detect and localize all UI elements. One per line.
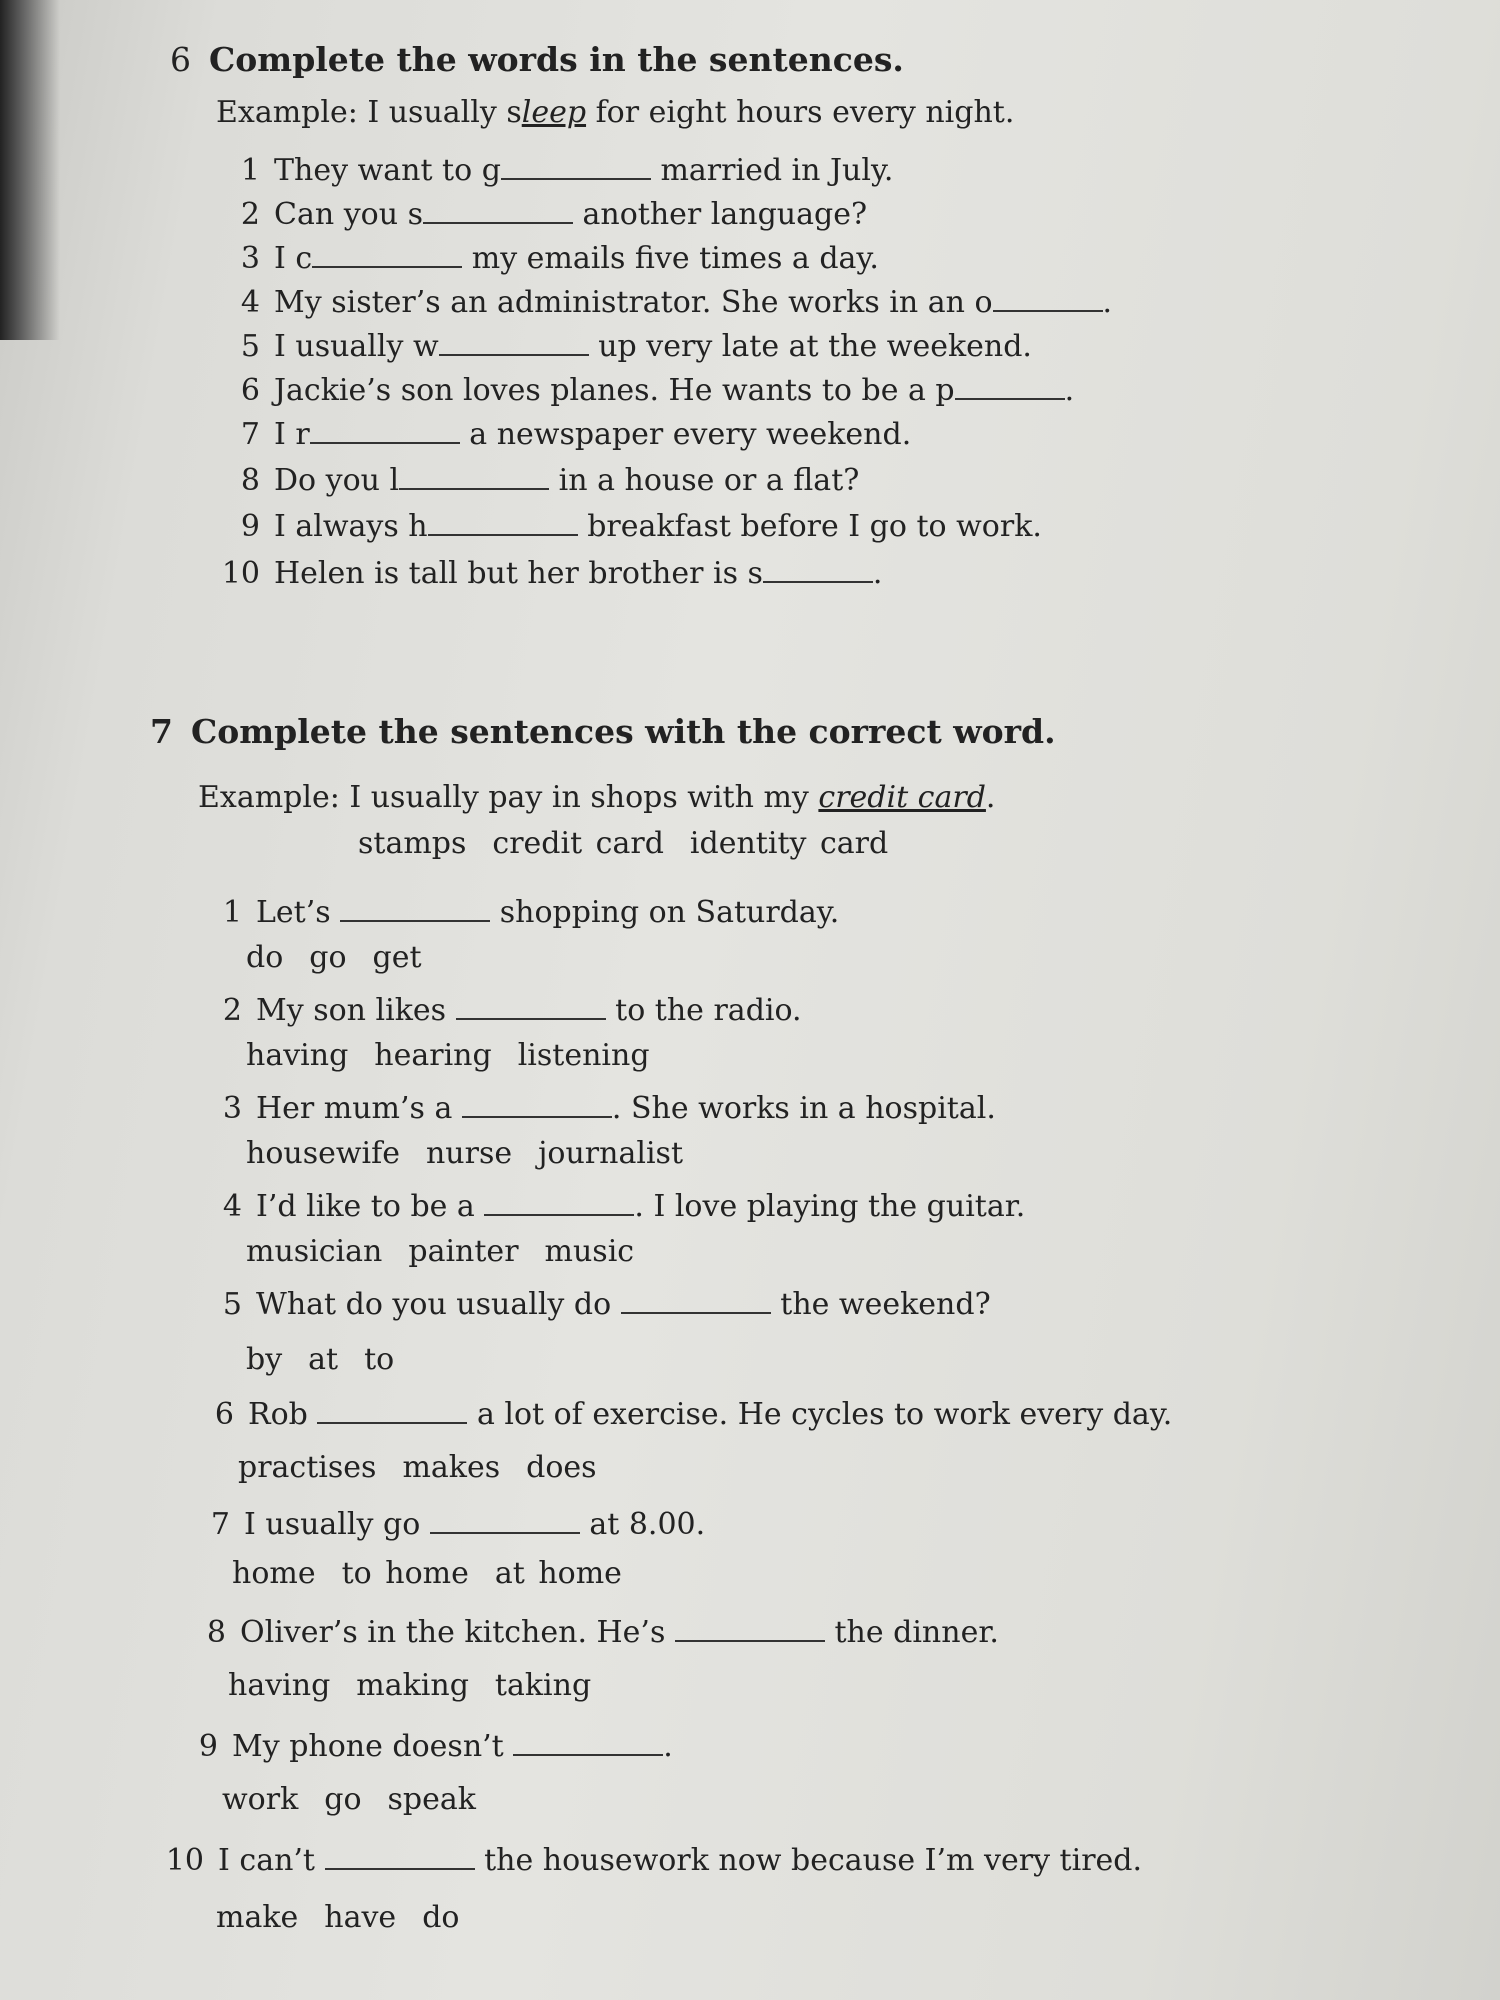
item-options: [232, 1556, 648, 1591]
option-word: identity card: [689, 826, 889, 861]
answer-blank[interactable]: [621, 1284, 771, 1314]
item-options: [238, 1450, 623, 1485]
item-options: [246, 1136, 709, 1171]
ex6-item: [200, 553, 882, 591]
item-text-end: .: [1102, 285, 1113, 320]
item-text-end: a newspaper every weekend.: [469, 417, 912, 452]
option-word: do: [422, 1900, 460, 1935]
item-text-end: up very late at the weekend.: [598, 329, 1032, 364]
answer-blank[interactable]: [462, 1088, 612, 1118]
option-word: having: [246, 1038, 349, 1073]
option-word: hearing: [374, 1038, 492, 1073]
item-number: 7: [210, 1507, 230, 1542]
answer-blank[interactable]: [428, 506, 578, 536]
item-text-end: .: [872, 556, 883, 591]
option-word: stamps: [358, 826, 467, 861]
example-text: Example: I usually pay in shops with my: [198, 780, 819, 815]
item-text-end: to the radio.: [615, 993, 802, 1028]
item-number: 10: [165, 1843, 204, 1878]
item-number: 1: [222, 895, 242, 930]
ex6-item: [216, 238, 879, 276]
exercise-7-example: [198, 780, 995, 815]
ex6-item: [216, 370, 1074, 408]
exercise-6-heading: [170, 40, 904, 79]
item-text-end: .: [663, 1729, 673, 1764]
option-word: go: [309, 940, 347, 975]
example-text: Example: I usually s: [216, 95, 522, 130]
answer-blank[interactable]: [513, 1726, 663, 1756]
exercise-6-number: 6: [170, 40, 191, 79]
item-text: Her mum’s a: [256, 1091, 453, 1126]
item-text: What do you usually do: [256, 1287, 612, 1322]
answer-blank[interactable]: [456, 990, 606, 1020]
ex6-item: [216, 506, 1042, 544]
answer-blank[interactable]: [310, 414, 460, 444]
item-text-end: the dinner.: [834, 1615, 999, 1650]
item-text-end: another language?: [582, 197, 868, 232]
answer-blank[interactable]: [325, 1840, 475, 1870]
option-word: listening: [517, 1038, 650, 1073]
answer-blank[interactable]: [423, 194, 573, 224]
item-number: 9: [240, 509, 260, 544]
item-number: 3: [240, 241, 260, 276]
ex6-item: [216, 326, 1032, 364]
example-options: [358, 826, 914, 861]
ex6-item: [216, 150, 893, 188]
option-word: does: [526, 1450, 597, 1485]
option-word: taking: [494, 1668, 592, 1703]
option-word: journalist: [538, 1136, 683, 1171]
item-number: 3: [222, 1091, 242, 1126]
item-text-end: married in July.: [660, 153, 894, 188]
answer-blank[interactable]: [763, 553, 873, 583]
item-number: 2: [222, 993, 242, 1028]
item-text: My son likes: [256, 993, 447, 1028]
ex7-item: [198, 1186, 1025, 1224]
exercise-7-number: 7: [150, 712, 173, 751]
item-text-end: at 8.00.: [589, 1507, 706, 1542]
exercise-7-heading: [150, 712, 1056, 751]
worksheet-page: [70, 0, 1490, 2000]
option-word: to home: [341, 1556, 469, 1591]
item-options: [222, 1782, 502, 1817]
item-text-end: breakfast before I go to work.: [587, 509, 1042, 544]
item-options: [246, 940, 448, 975]
item-text: Let’s: [256, 895, 331, 930]
ex7-item: [190, 1394, 1172, 1432]
ex7-item: [198, 1088, 996, 1126]
item-text-end: a lot of exercise. He cycles to work every day.: [476, 1397, 1173, 1432]
item-text: Can you s: [274, 197, 423, 232]
item-options: [228, 1668, 617, 1703]
answer-blank[interactable]: [399, 460, 549, 490]
item-text-end: .: [1064, 373, 1075, 408]
option-word: get: [372, 940, 422, 975]
exercise-7-title: Complete the sentences with the correct word.: [190, 712, 1056, 751]
item-text: I c: [274, 241, 313, 276]
item-text: Do you l: [274, 463, 400, 498]
item-text: I always h: [274, 509, 428, 544]
item-text: I usually w: [274, 329, 439, 364]
ex6-item: [216, 194, 867, 232]
option-word: practises: [238, 1450, 377, 1485]
item-number: 4: [240, 285, 260, 320]
option-word: housewife: [246, 1136, 400, 1171]
item-text: I can’t: [218, 1843, 315, 1878]
item-text: My phone doesn’t: [232, 1729, 504, 1764]
option-word: having: [228, 1668, 331, 1703]
item-text: Oliver’s in the kitchen. He’s: [240, 1615, 666, 1650]
exercise-6-title: Complete the words in the sentences.: [209, 40, 904, 79]
item-number: 6: [214, 1397, 234, 1432]
item-text-end: in a house or a flat?: [558, 463, 860, 498]
item-text-end: my emails five times a day.: [471, 241, 879, 276]
item-options: [246, 1234, 660, 1269]
item-number: 4: [222, 1189, 242, 1224]
answer-blank[interactable]: [340, 892, 490, 922]
item-options: [246, 1342, 420, 1377]
item-text: Helen is tall but her brother is s: [274, 556, 763, 591]
example-text-end: for eight hours every night.: [586, 95, 1015, 130]
item-options: [216, 1900, 485, 1935]
item-number: 1: [240, 153, 260, 188]
answer-blank[interactable]: [312, 238, 462, 268]
item-text: My sister’s an administrator. She works in an o: [274, 285, 993, 320]
item-text: I r: [274, 417, 310, 452]
item-text-end: the housework now because I’m very tired.: [484, 1843, 1143, 1878]
answer-blank[interactable]: [430, 1504, 580, 1534]
ex7-item: [152, 1840, 1142, 1878]
option-word: work: [222, 1782, 299, 1817]
item-number: 10: [221, 556, 260, 591]
item-number: 5: [222, 1287, 242, 1322]
ex7-item: [198, 990, 802, 1028]
option-word: at home: [494, 1556, 622, 1591]
ex7-item: [198, 1284, 991, 1322]
option-word: by: [246, 1342, 283, 1377]
answer-blank[interactable]: [317, 1394, 467, 1424]
option-word: painter: [408, 1234, 519, 1269]
answer-blank[interactable]: [439, 326, 589, 356]
ex7-item: [182, 1612, 999, 1650]
item-text-end: . She works in a hospital.: [611, 1091, 996, 1126]
option-word: speak: [387, 1782, 476, 1817]
item-number: 6: [240, 373, 260, 408]
item-number: 8: [206, 1615, 226, 1650]
ex6-item: [216, 460, 859, 498]
option-word: home: [232, 1556, 316, 1591]
item-text: I usually go: [244, 1507, 421, 1542]
option-word: makes: [402, 1450, 501, 1485]
item-number: 8: [240, 463, 260, 498]
item-number: 2: [240, 197, 260, 232]
option-word: do: [246, 940, 284, 975]
ex6-item: [216, 414, 911, 452]
ex6-item: [216, 282, 1112, 320]
example-text-end: .: [985, 780, 996, 815]
ex7-item: [198, 892, 839, 930]
option-word: music: [544, 1234, 635, 1269]
item-text: I’d like to be a: [256, 1189, 475, 1224]
item-number: 7: [240, 417, 260, 452]
option-word: making: [356, 1668, 469, 1703]
option-word: to: [364, 1342, 395, 1377]
answer-blank[interactable]: [675, 1612, 825, 1642]
item-text-end: shopping on Saturday.: [499, 895, 840, 930]
item-number: 5: [240, 329, 260, 364]
item-text: They want to g: [274, 153, 501, 188]
option-word: credit card: [492, 826, 664, 861]
answer-blank[interactable]: [955, 370, 1065, 400]
item-text: Jackie’s son loves planes. He wants to be a p: [274, 373, 955, 408]
option-word: have: [324, 1900, 397, 1935]
example-answer: credit card: [818, 780, 986, 815]
option-word: musician: [246, 1234, 383, 1269]
answer-blank[interactable]: [993, 282, 1103, 312]
answer-blank[interactable]: [484, 1186, 634, 1216]
item-text-end: the weekend?: [780, 1287, 991, 1322]
item-text-end: . I love playing the guitar.: [634, 1189, 1026, 1224]
ex7-item: [174, 1726, 673, 1764]
page-shadow: [0, 0, 60, 340]
answer-blank[interactable]: [501, 150, 651, 180]
option-word: nurse: [425, 1136, 513, 1171]
exercise-6-example: [216, 95, 1014, 130]
option-word: make: [216, 1900, 299, 1935]
example-answer: leep: [521, 95, 587, 130]
option-word: at: [308, 1342, 339, 1377]
item-text: Rob: [248, 1397, 308, 1432]
item-options: [246, 1038, 676, 1073]
option-word: go: [324, 1782, 362, 1817]
item-number: 9: [198, 1729, 218, 1764]
ex7-item: [186, 1504, 705, 1542]
